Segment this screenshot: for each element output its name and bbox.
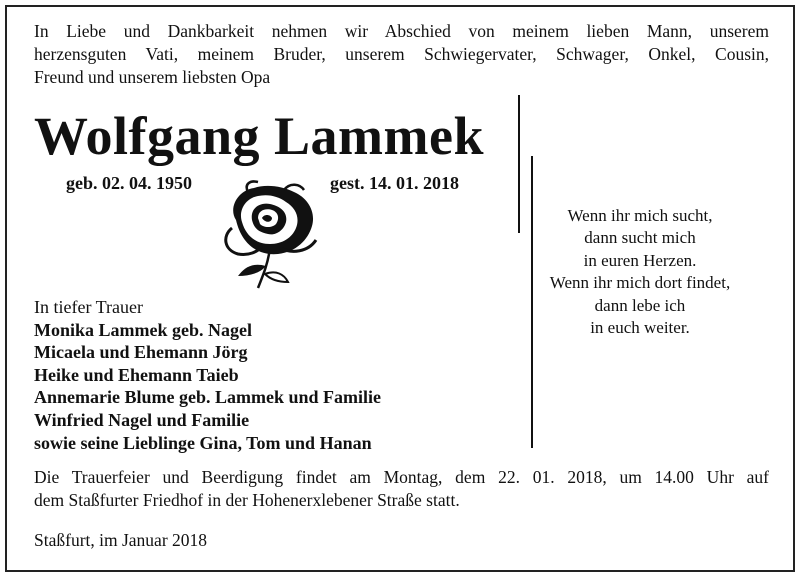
poem-line: in euch weiter. [590,318,690,338]
mourner-name: Micaela und Ehemann Jörg [34,342,248,363]
funeral-line-2: dem Staßfurter Friedhof in der Hohenerxlebener Straße statt. [34,490,460,510]
poem-line: in euren Herzen. [583,250,697,270]
poem-line: Wenn ihr mich sucht, [567,206,713,225]
funeral-line-1: Die Trauerfeier und Beerdigung findet am Montag, dem 22. 01. 2018, um 14.00 Uhr auf [34,467,769,487]
intro-text [34,20,769,89]
divider-line-lower [531,156,533,448]
intro-line-3: Freund und unserem liebsten Opa [34,67,271,87]
mourners-block [34,296,381,454]
intro-line-2: herzensguten Vati, meinem Bruder, unserem Schwiegervater, Schwager, Onkel, Cousin, [34,44,769,64]
deceased-name: Wolfgang Lammek [34,106,485,166]
rose-icon [218,178,323,290]
funeral-info [34,466,769,512]
mourner-name: Annemarie Blume geb. Lammek und Familie [34,387,381,408]
divider-line-upper [518,95,520,233]
intro-line-1: In Liebe und Dankbarkeit nehmen wir Abschied von meinem lieben Mann, unserem [34,21,769,41]
mourner-name: Winfried Nagel und Familie [34,409,250,430]
poem-verse [540,205,740,339]
mourner-name: sowie seine Lieblinge Gina, Tom und Hanan [34,432,372,453]
birth-date: geb. 02. 04. 1950 [66,173,192,193]
mourner-name: Monika Lammek geb. Nagel [34,319,252,340]
death-date: gest. 14. 01. 2018 [330,173,459,193]
mourner-name: Heike und Ehemann Taieb [34,364,239,385]
mourning-lead: In tiefer Trauer [34,297,143,317]
poem-line: dann lebe ich [594,295,686,315]
place-date: Staßfurt, im Januar 2018 [34,530,208,550]
poem-line: Wenn ihr mich dort findet, [549,273,731,293]
poem-line: dann sucht mich [584,228,696,248]
